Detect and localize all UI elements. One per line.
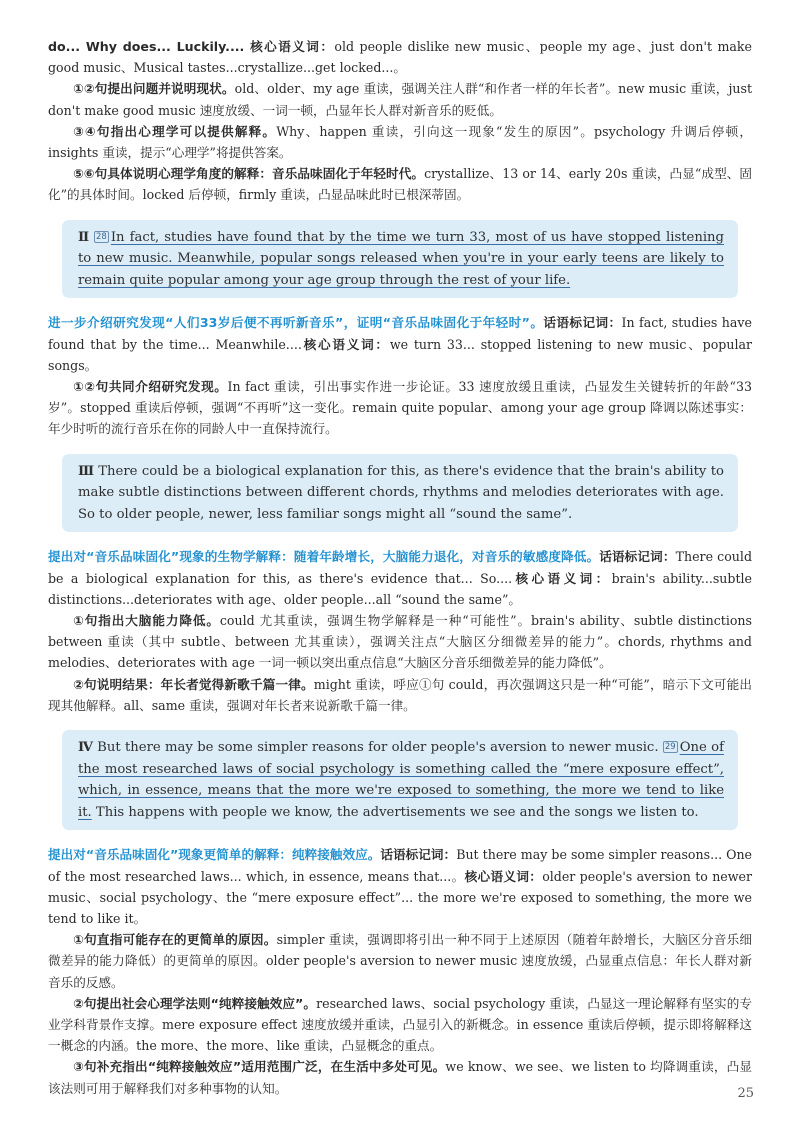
discourse-marker-text: But there may be some simpler reasons... One of the most researched laws... which, in essence, means that...。 (48, 847, 753, 884)
core-word-text: we turn 33... stopped listening to new music、popular songs。 (48, 336, 752, 373)
passage-box-2 (62, 220, 738, 299)
top-intro (48, 36, 752, 78)
note-head: ⑤⑥句具体说明心理学角度的解释：音乐品味固化于年轻时代。 (73, 166, 425, 182)
note-body: In fact 重读，引出事实作进一步论证。33 速度放缓且重读，凸显发生关键转折的年龄“33岁”。stopped 重读后停顿，强调“不再听”这一变化。remain quite popular、among your age group 降调以陈述事实：年少时听的流行音乐在你的同龄人中一直保持流行。 (48, 379, 753, 437)
paragraph-number: Ⅱ (78, 229, 90, 245)
discourse-marker-label: 话语标记词： (380, 847, 457, 863)
note-body: might 重读，呼应①句 could，再次强调这只是一种“可能”，暗示下文可能出现其他解释。all、same 重读，强调对年长者来说新歌千篇一律。 (48, 676, 752, 713)
sec4-note-3 (48, 1056, 752, 1098)
passage-box-4 (62, 730, 738, 830)
sec3-note-1 (48, 610, 752, 674)
core-word-label: 核心语义词： (301, 336, 390, 352)
note-body: we know、we see、we listen to 均降调重读，凸显该法则可用于解释我们对多种事物的认知。 (48, 1059, 752, 1096)
core-word-text: brain's ability...subtle distinctions...deteriorates with age、older people...all “sound the same”。 (48, 570, 753, 607)
core-word-label: 核心语义词： (464, 868, 543, 884)
sec2-summary (48, 312, 752, 376)
intro-text: old people dislike new music、people my age、just don't make good music、Musical tastes...crystallize...get locked...。 (48, 39, 752, 76)
passage-text: In fact, studies have found that by the time we turn 33, most of us have stopped listening to new music. Meanwhile, popular songs released when you're in your early teens are likely to remain quite popular among your age group through the rest of your life. (78, 229, 724, 288)
sec4-note-2 (48, 993, 752, 1057)
top-note-56 (48, 163, 752, 205)
discourse-marker-label: 话语标记词： (543, 315, 622, 331)
note-head: ①句直指可能存在的更简单的原因。 (73, 932, 277, 948)
core-word-label: 核心语义词： (512, 570, 612, 586)
sec4-summary (48, 844, 752, 929)
note-body: crystallize、13 or 14、early 20s 重读，凸显“成型、固化”的具体时间。locked 后停顿，firmly 重读，凸显品味此时已根深蒂固。 (48, 166, 753, 203)
summary-head: 进一步介绍研究发现“人们33岁后便不再听新音乐”，证明“音乐品味固化于年轻时”。 (48, 315, 544, 331)
note-head: ②句说明结果：年长者觉得新歌千篇一律。 (73, 676, 314, 692)
note-body: could 尤其重读，强调生物学解释是一种“可能性”。brain's ability、subtle distinctions between 重读（其中 subtle、between 尤其重读），强调关注点“大脑区分细微差异的能力”。chords, rhythms and melodies、deteriorates with age 一词一顿以突出重点信息“大脑区分音乐细微差异的能力降低”。 (48, 613, 752, 671)
note-body: researched laws、social psychology 重读，凸显这一理论解释有坚实的专业学科背景作支撑。mere exposure effect 速度放缓并重读，凸显引入的新概念。in essence 重读后停顿，提示即将解释这一概念的内涵。the more、the more、like 重读，凸显概念的重点。 (48, 995, 752, 1054)
discourse-marker-label: 话语标记词： (599, 549, 676, 565)
note-body: old、older、my age 重读，强调关注人群“和作者一样的年长者”。new music 重读，just don't make good music 速度放缓、一词一顿，凸显年长人群对新音乐的贬低。 (48, 81, 753, 118)
discourse-marker-text: There could be a biological explanation for this, as there's evidence that... So.... (48, 549, 753, 586)
passage-text-underlined: One of the most researched laws of social psychology is something called the “mere exposure effect”, which, in essence, means that the more we're exposed to something, the more we tend to like it. (78, 740, 724, 820)
sec4-note-1 (48, 929, 752, 993)
summary-head: 提出对“音乐品味固化”现象的生物学解释：随着年龄增长，大脑能力退化，对音乐的敏感度降低。 (48, 549, 600, 565)
discourse-marker-text: In fact, studies have found that by the time... Meanwhile.... (48, 315, 752, 352)
note-head: ①②句共同介绍研究发现。 (73, 379, 228, 395)
question-marker: 28 (95, 231, 107, 242)
sec2-note (48, 376, 752, 440)
core-word-text: older people's aversion to newer music、social psychology、the “mere exposure effect”... the more we're exposed to something, the more we tend to like it。 (48, 868, 753, 927)
note-head: ①②句提出问题并说明现状。 (73, 81, 235, 97)
sec3-summary (48, 546, 752, 610)
note-head: ①句指出大脑能力降低。 (73, 613, 220, 629)
paragraph-number: Ⅲ (78, 463, 95, 479)
note-head: ③④句指出心理学可以提供解释。 (73, 123, 277, 139)
top-note-34 (48, 121, 752, 163)
summary-head: 提出对“音乐品味固化”现象更简单的解释：纯粹接触效应。 (48, 847, 381, 863)
passage-box-3 (62, 454, 738, 533)
passage-text: This happens with people we know, the advertisements we see and the songs we listen to. (91, 804, 699, 820)
passage-text: There could be a biological explanation for this, as there's evidence that the brain's ability to make subtle distinctions between different chords, rhythms and melodies deteriorates with age. So to older people, newer, less familiar songs might all “sound the same”. (78, 463, 724, 522)
passage-text: But there may be some simpler reasons for older people's aversion to newer music. (97, 740, 663, 756)
paragraph-number: Ⅳ (78, 740, 94, 756)
note-head: ②句提出社会心理学法则“纯粹接触效应”。 (73, 995, 317, 1011)
question-marker: 29 (664, 742, 676, 753)
note-body: Why、happen 重读，引向这一现象“发生的原因”。psychology 升调后停顿，insights 重读，提示“心理学”将提供答案。 (48, 123, 752, 161)
sec3-note-2 (48, 674, 752, 716)
note-body: simpler 重读，强调即将引出一种不同于上述原因（随着年龄增长，大脑区分音乐细微差异的能力降低）的更简单的原因。older people's aversion to newer music 速度放缓，凸显重点信息：年长人群对新音乐的反感。 (48, 932, 752, 990)
intro-label: do... Why does... Luckily.... 核心语义词： (48, 39, 335, 54)
page-number: 25 (737, 1086, 754, 1101)
top-note-12 (48, 78, 752, 120)
note-head: ③句补充指出“纯粹接触效应”适用范围广泛，在生活中多处可见。 (73, 1059, 446, 1075)
